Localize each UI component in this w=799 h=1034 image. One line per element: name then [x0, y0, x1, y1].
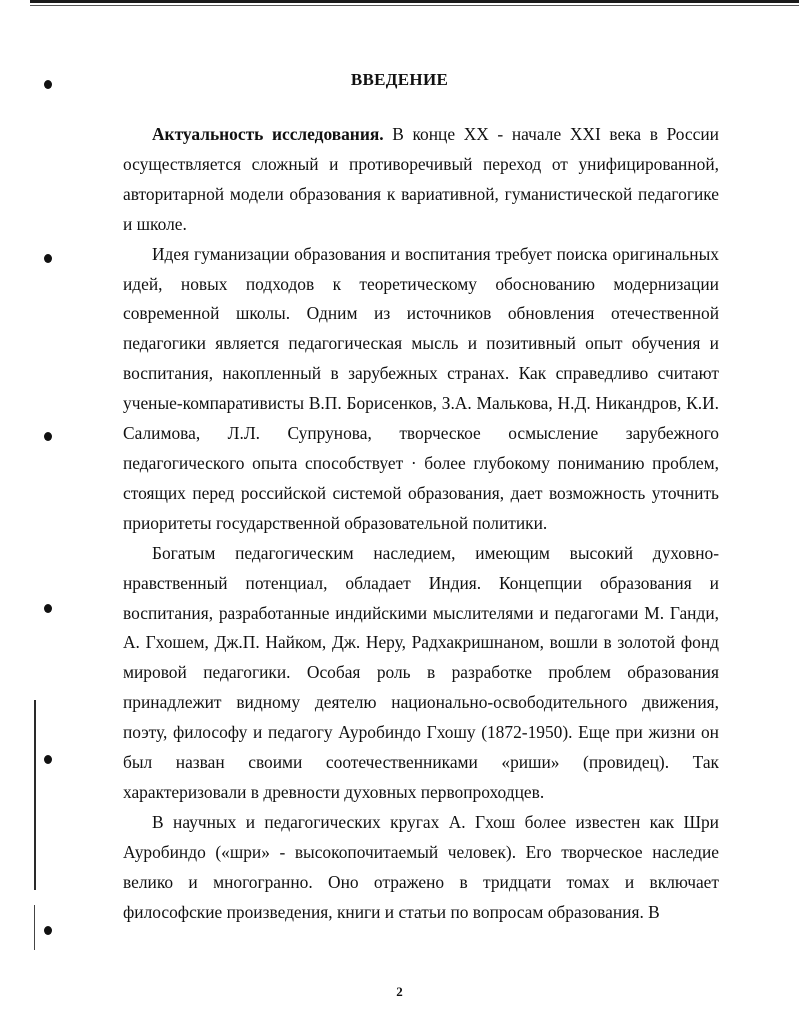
- paragraph-text: В научных и педагогических кругах А. Гхош более известен как Шри Ауробиндо («шри» - высокопочитаемый человек). Его творческое наследие велико и многогранно. Оно отражено в тридцати томах и включает философские произведения, книги и статьи по вопросам образования. В: [123, 811, 719, 922]
- top-scan-border-thin: [30, 5, 799, 6]
- binding-hole-mark: [44, 926, 52, 935]
- binding-hole-mark: [44, 755, 52, 764]
- margin-scan-line: [34, 700, 36, 890]
- page-heading: ВВЕДЕНИЕ: [350, 70, 449, 89]
- margin-scan-line: [34, 905, 35, 950]
- binding-hole-mark: [44, 432, 52, 441]
- paragraph-text: Богатым педагогическим наследием, имеющим высокий духовно-нравственный потенциал, обладает Индия. Концепции образования и воспитания, разработанные индийскими мыслителями и педагогами М. Ганди, А. Гхошем, Дж.П. Найком, Дж. Неру, Радхакришнаном, вошли в золотой фонд мировой педагогики. Особая роль в разработке проблем образования принадлежит видному деятелю национально-освободительного движения, поэту, философу и педагогу Ауробиндо Гхошу (1872-1950). Еще при жизни он был назван своими соотечественниками «риши» (провидец). Так характеризовали в древности духовных первопроходцев.: [123, 542, 719, 802]
- paragraph-text: В конце XX - начале XXI века в России осуществляется сложный и противоречивый переход от унифицированной, авторитарной модели образования к вариативной, гуманистической педагогике и школе.: [123, 124, 719, 234]
- page-number: 2: [396, 984, 403, 999]
- binding-hole-mark: [44, 604, 52, 613]
- document-body: [123, 120, 719, 927]
- paragraph-4: [123, 808, 719, 928]
- paragraph-2: [123, 240, 719, 539]
- paragraph-3: [123, 539, 719, 808]
- top-scan-border: [30, 0, 799, 3]
- paragraph-text: Идея гуманизации образования и воспитания требует поиска оригинальных идей, новых подходов к теоретическому обоснованию модернизации современной школы. Одним из источников обновления отечественной педагогики является педагогическая мысль и позитивный опыт обучения и воспитания, накопленный в зарубежных странах. Как справедливо считают ученые-компаративисты В.П. Борисенков, З.А. Малькова, Н.Д. Никандров, К.И. Салимова, Л.Л. Супрунова, творческое осмысление зарубежного педагогического опыта способствует · более глубокому пониманию проблем, стоящих перед российской системой образования, дает возможность уточнить приоритеты государственной образовательной политики.: [123, 243, 719, 533]
- binding-hole-mark: [44, 254, 52, 263]
- paragraph-1: [123, 120, 719, 240]
- paragraph-lead: Актуальность исследования.: [152, 124, 384, 144]
